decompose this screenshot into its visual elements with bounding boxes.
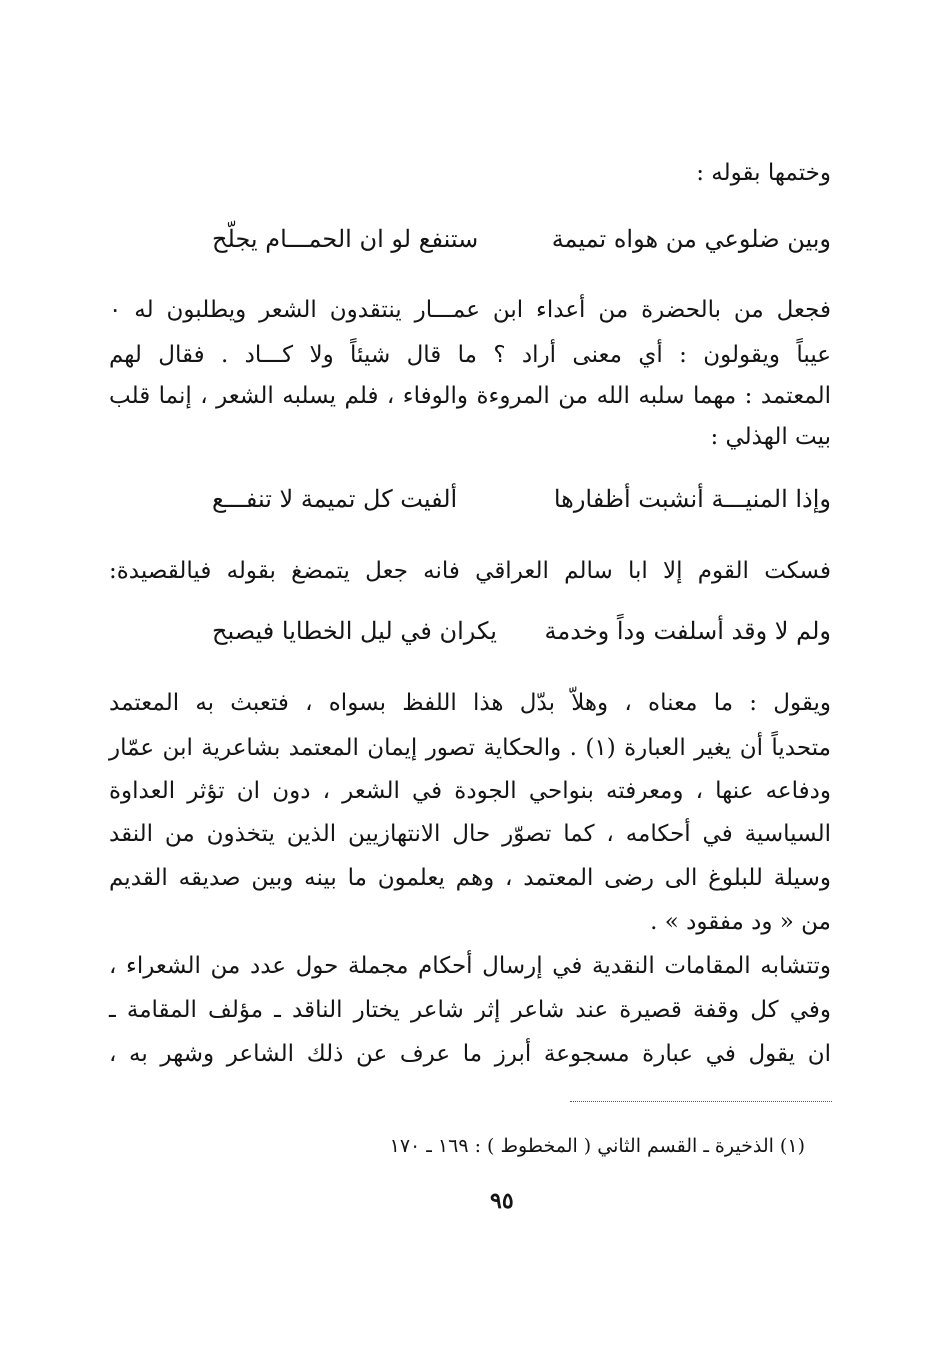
footnote-separator [570, 1101, 832, 1102]
verse2-second-hemistich: ألفيت كل تميمة لا تنفـــع [212, 485, 458, 513]
para1-line-4: بيت الهذلي : [710, 424, 831, 450]
para3-line-6: من « ود مفقود » . [650, 909, 831, 935]
para2-line: فسكت القوم إلا ابا سالم العراقي فانه جعل يتمضغ بقوله فيالقصيدة: [109, 558, 831, 584]
para1-line-1: فجعل من بالحضرة من أعداء ابن عمـــار ينتقدون الشعر ويطلبون له ٠ [109, 297, 831, 323]
para3-line-4: السياسية في أحكامه ، كما تصوّر حال الانتهازيين الذين يتخذون من النقد [109, 821, 831, 847]
verse3-second-hemistich: يكران في ليل الخطايا فيصبح [212, 617, 497, 645]
footnote: (١) الذخيرة ـ القسم الثاني ( المخطوط ) : ١٦٩ ـ ١٧٠ [389, 1135, 805, 1157]
para3-line-1: ويقول : ما معناه ، وهلاّ بدّل هذا اللفظ بسواه ، فتعبث به المعتمد [109, 690, 831, 716]
verse1-first-hemistich: وبين ضلوعي من هواه تميمة [551, 225, 831, 253]
para4-line-1: وتتشابه المقامات النقدية في إرسال أحكام مجملة حول عدد من الشعراء ، [109, 953, 831, 979]
para3-line-5: وسيلة للبلوغ الى رضى المعتمد ، وهم يعلمون ما بينه وبين صديقه القديم [109, 865, 831, 891]
para4-line-2: وفي كل وقفة قصيرة عند شاعر إثر شاعر يختار الناقد ـ مؤلف المقامة ـ [109, 997, 831, 1023]
intro-line: وختمها بقوله : [696, 160, 831, 186]
para1-line-2: عيباً ويقولون : أي معنى أراد ؟ ما قال شيئاً ولا كـــاد . فقال لهم [109, 342, 831, 368]
page-number: ٩٥ [490, 1188, 514, 1214]
para4-line-3: ان يقول في عبارة مسجوعة أبرز ما عرف عن ذلك الشاعر وشهر به ، [109, 1041, 831, 1067]
verse3-first-hemistich: ولم لا وقد أسلفت وداً وخدمة [544, 617, 831, 645]
para3-line-3: ودفاعه عنها ، ومعرفته بنواحي الجودة في الشعر ، دون ان تؤثر العداوة [109, 778, 831, 804]
verse2-first-hemistich: وإذا المنيـــة أنشبت أظفارها [553, 485, 831, 513]
para1-line-3: المعتمد : مهما سلبه الله من المروءة والوفاء ، فلم يسلبه الشعر ، إنما قلب [109, 383, 831, 409]
verse1-second-hemistich: ستنفع لو ان الحمـــام يجلّح [212, 225, 479, 253]
para3-line-2: متحدياً أن يغير العبارة (١) . والحكاية تصور إيمان المعتمد بشاعرية ابن عمّار [109, 735, 831, 761]
